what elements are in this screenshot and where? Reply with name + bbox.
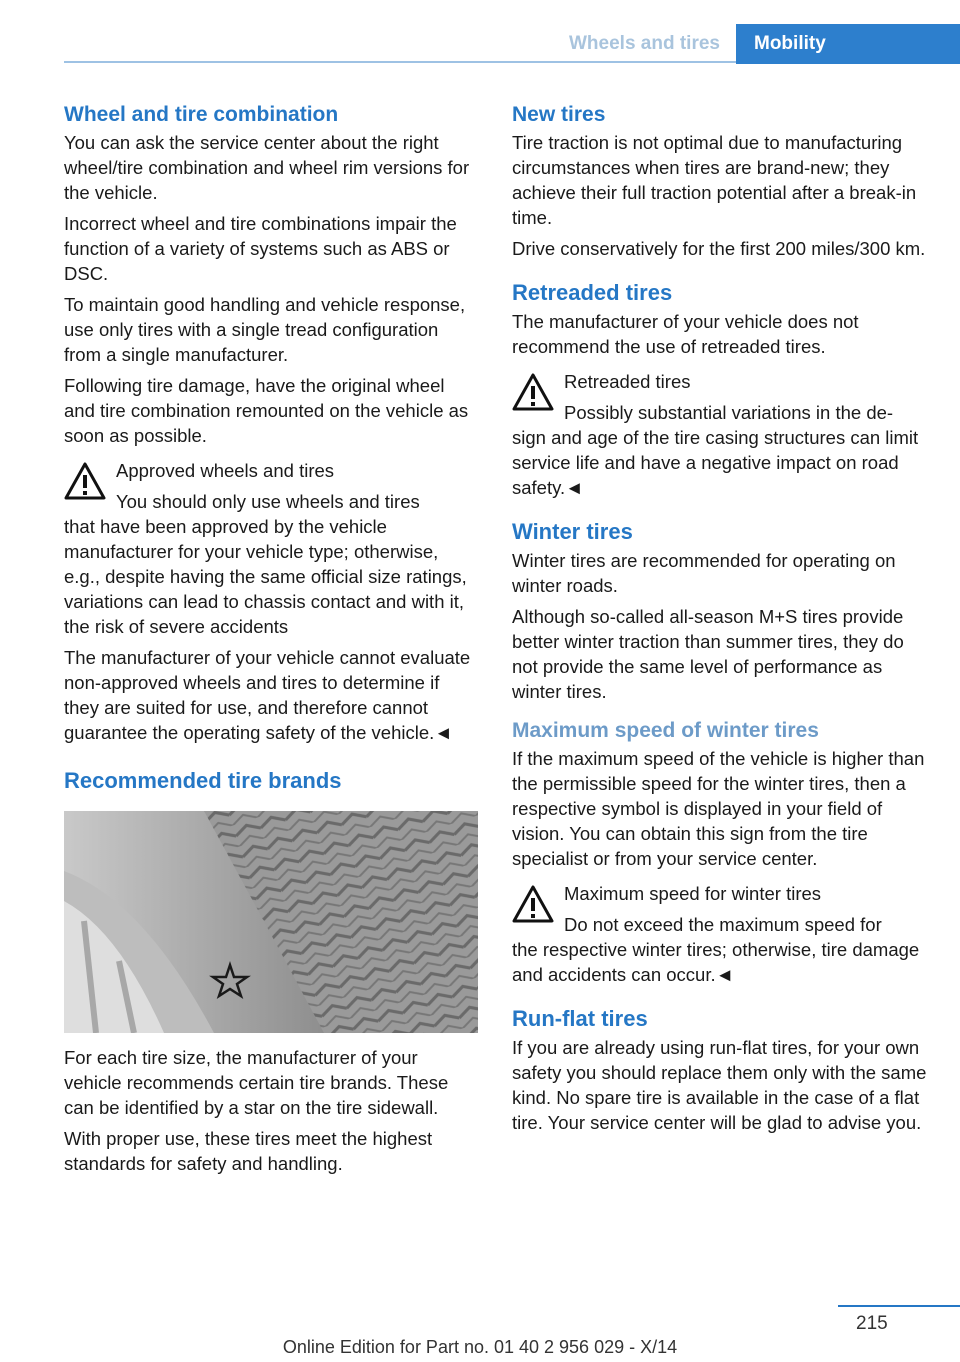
warning-text: the respective winter tires; otherwise, tire damage and accidents can occur.◄: [512, 939, 920, 985]
paragraph: The manufacturer of your vehicle cannot evaluate non-approved wheels and tires to determine if they are suited for use, and therefore cannot guarantee the operating safety of the vehicle.◄: [64, 647, 471, 743]
right-column: [512, 100, 930, 1135]
footer-rule: [838, 1305, 960, 1307]
left-column: [64, 100, 478, 1176]
header-chapter-tab: Mobility: [736, 24, 960, 64]
runflat-tires-heading: Run-flat tires: [512, 1006, 648, 1031]
warning-max-speed: [512, 881, 930, 987]
paragraph: You can ask the service center about the right wheel/tire combination and wheel rim versions for the vehicle.: [64, 132, 470, 203]
warning-title: Maximum speed for winter tires: [564, 883, 822, 904]
edition-note: Online Edition for Part no. 01 40 2 956 029 - X/14: [282, 1337, 678, 1357]
tire-sidewall-image: [64, 811, 478, 1033]
new-tires-heading: New tires: [512, 103, 606, 126]
wheel-combo-heading: Wheel and tire combination: [64, 103, 339, 126]
warning-retreaded: [512, 369, 930, 500]
warning-approved-wheels: [64, 458, 478, 639]
paragraph: Incorrect wheel and tire combinations impair the function of a variety of systems such as ABS or DSC.: [64, 213, 457, 284]
winter-tires-heading: Winter tires: [512, 519, 633, 544]
warning-text-first-line: Possibly substantial variations in the de-: [564, 402, 894, 423]
warning-triangle-icon: [512, 885, 554, 923]
warning-title: Approved wheels and tires: [116, 460, 335, 481]
paragraph: If the maximum speed of the vehicle is higher than the permissible speed for the winter tires, then a respective symbol is displayed in your field of vision. You can obtain this sign from the tire specialist or from your service center.: [512, 748, 925, 869]
paragraph: Following tire damage, have the original wheel and tire combination remounted on the vehicle as soon as possible.: [64, 375, 469, 446]
header-section-title: Wheels and tires: [569, 33, 720, 54]
paragraph: With proper use, these tires meet the highest standards for safety and handling.: [64, 1128, 433, 1174]
recommended-brands-heading: Recommended tire brands: [64, 768, 342, 793]
paragraph: Although so-called all-season M+S tires provide better winter traction than summer tires, they do not provide the same level of performance as winter tires.: [512, 606, 904, 702]
warning-text-first-line: You should only use wheels and tires: [116, 491, 420, 512]
warning-text: sign and age of the tire casing structures can limit service life and have a negative impact on road safety.◄: [512, 427, 919, 498]
max-speed-heading: Maximum speed of winter tires: [512, 719, 819, 742]
paragraph: To maintain good handling and vehicle response, use only tires with a single tread configuration from a single manufacturer.: [64, 294, 466, 365]
warning-title: Retreaded tires: [564, 371, 691, 392]
page-number: 215: [856, 1313, 888, 1334]
paragraph: Winter tires are recommended for operating on winter roads.: [512, 550, 896, 596]
page-header: [0, 0, 960, 64]
paragraph: Drive conservatively for the first 200 miles/300 km.: [512, 238, 926, 259]
paragraph: Tire traction is not optimal due to manufacturing circumstances when tires are brand-new; they achieve their full traction potential after a break-in time.: [512, 132, 917, 228]
warning-triangle-icon: [64, 462, 106, 500]
paragraph: If you are already using run-flat tires, for your own safety you should replace them only with the same kind. No spare tire is available in the case of a flat tire. Your service center will be glad to advise you.: [512, 1037, 927, 1133]
paragraph: For each tire size, the manufacturer of your vehicle recommends certain tire brands. These can be identified by a star on the tire sidewall.: [64, 1047, 449, 1118]
warning-text-first-line: Do not exceed the maximum speed for: [564, 914, 882, 935]
warning-text: that have been approved by the vehicle manufacturer for your vehicle type; otherwise, e.g., despite having the same official size ratings, variations can lead to chassis contact and with it, the risk of severe accidents: [64, 516, 467, 637]
retreaded-tires-heading: Retreaded tires: [512, 280, 673, 305]
tire-sidewall-star-illustration-icon: [64, 811, 478, 1033]
paragraph: The manufacturer of your vehicle does not recommend the use of retreaded tires.: [512, 311, 859, 357]
warning-triangle-icon: [512, 373, 554, 411]
